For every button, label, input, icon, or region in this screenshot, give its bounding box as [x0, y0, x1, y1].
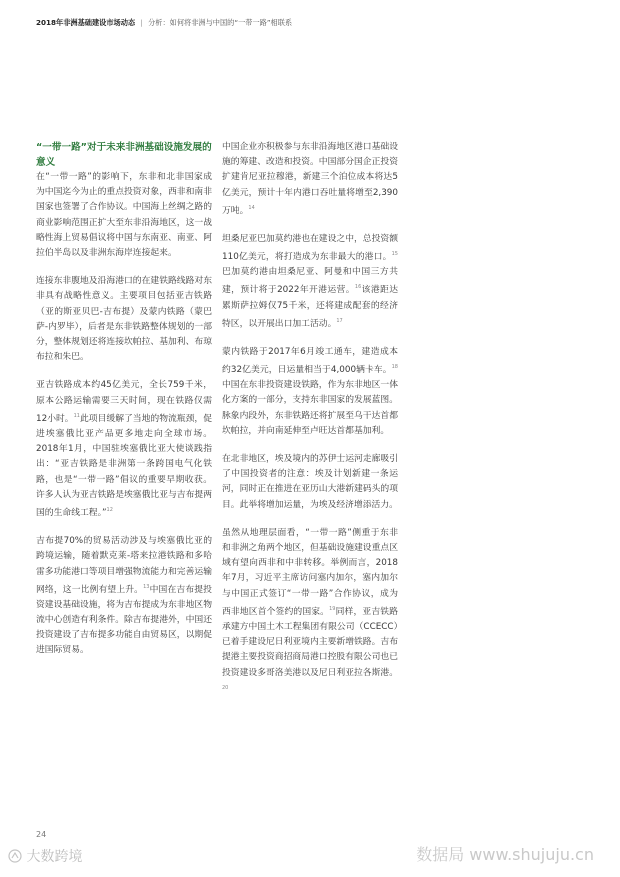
watermark-logo-icon: [8, 849, 22, 863]
paragraph: 吉布提70%的贸易活动涉及与埃塞俄比亚的跨境运输，随着默克莱-塔来拉港铁路和多哈雷多功能港口等项目增强物流能力和完善运输网络，这一比例有望上升。$^{13}$中国在吉布提投资建设基础设施，将为吉布提成为东非地区物流中心创造有利条件。除吉布提港外，中国还投资建设了吉布提多功能自由贸易区，以期促进国际贸易。: [36, 536, 212, 656]
section-title: “一带一路”对于未来非洲基础设施发展的意义: [36, 142, 212, 168]
watermark-right: 数据局 www.shujuju.cn: [416, 845, 594, 864]
footnote-marker: 12: [106, 506, 113, 513]
paragraph: 在北非地区，埃及境内的苏伊士运河走廊吸引了中国投资者的注意：埃及计划新建一条运河，同时正在推进在亚历山大港新建码头的项目。此举将增加运量，为埃及经济增添活力。: [222, 454, 398, 510]
footnote-marker: 15: [391, 251, 398, 258]
running-header: [36, 18, 600, 28]
paragraph: 在“一带一路”的影响下，东非和北非国家成为中国迄今为止的重点投资对象，西非和南非国家也签署了合作协议。中国海上丝绸之路的商业影响范围正扩大至东非沿海地区，这一战略性海上贸易倡议将中国与东南亚、南亚、阿拉伯半岛以及非洲东海岸连接起来。: [36, 172, 212, 259]
page-number: 24: [36, 830, 47, 839]
right-column: [222, 140, 398, 712]
footnote-marker: 20: [222, 684, 229, 691]
left-column: [36, 140, 212, 672]
paragraph: 坦桑尼亚巴加莫约港也在建设之中，总投资额110亿美元，将打造成为东非最大的港口。$^{15}$巴加莫约港由坦桑尼亚、阿曼和中国三方共建，预计将于2022年开港运营。$^{16}$该港距达累斯萨拉姆仅75千米，还将建成配套的经济特区，以开展出口加工活动。$^{17}$: [222, 233, 398, 329]
footnote-marker: 17: [336, 317, 343, 324]
section-label: 分析：如何将非洲与中国的“一带一路”相联系: [148, 18, 293, 27]
header-separator: |: [140, 18, 143, 27]
footnote-marker: 11: [73, 412, 80, 419]
paragraph: 虽然从地理层面看，“一带一路”侧重于东非和非洲之角两个地区，但基础设施建设重点区域有望向西非和中非转移。举例而言，2018年7月，习近平主席访问塞内加尔，塞内加尔与中国正式签订“一带一路”合作协议，成为西非地区首个签约的国家。$^{19}$同样，亚吉铁路承建方中国土木工程集团有限公司（CCECC）已着手建设尼日利亚境内主要新增铁路。吉布提港主要投资商招商局港口控股有限公司也已投资建设多哥洛美港以及尼日利亚拉各斯港。$^{20}$: [222, 527, 398, 691]
footnote-marker: 14: [248, 204, 255, 211]
footnote-marker: 13: [143, 583, 150, 590]
paragraph: 亚吉铁路成本约45亿美元，全长759千米，原本公路运输需要三天时间，现在铁路仅需12小时。$^{11}$此项目缓解了当地的物流瓶颈，促进埃塞俄比亚产品更多地走向全球市场。2018年1月，中国驻埃塞俄比亚大使谈践指出：“亚吉铁路是非洲第一条跨国电气化铁路，也是“一带一路”倡议的重要早期收获。许多人认为亚吉铁路是埃塞俄比亚与吉布提两国的生命线工程。”$^{12}$: [36, 380, 212, 518]
footnote-marker: 16: [354, 284, 362, 291]
paragraph: 连接东非腹地及沿海港口的在建铁路线路对东非具有战略性意义。主要项目包括亚吉铁路（亚的斯亚贝巴-吉布提）及蒙内铁路（蒙巴萨-内罗毕），后者是东非铁路整体规划的一部分，整体规划还将连接坎帕拉、基加利、布琼布拉和朱巴。: [36, 276, 212, 363]
watermark-left: 大数跨境: [8, 846, 82, 866]
paragraph: 蒙内铁路于2017年6月竣工通车，建造成本约32亿美元，日运量相当于4,000辆卡车。$^{18}$中国在东非投资建设铁路，作为东非地区一体化方案的一部分，支持东非国家的发展蓝图。脉象内段外，东非铁路还将扩展至乌干达首都坎帕拉，并向南延伸至卢旺达首都基加利。: [222, 346, 398, 436]
report-title: 2018年非洲基础建设市场动态: [36, 18, 136, 27]
paragraph: 中国企业亦积极参与东非沿海地区港口基础设施的筹建、改造和投资。中国部分国企正投资扩建肯尼亚拉穆港，新建三个泊位成本将达5亿美元，预计十年内港口吞吐量将增至2,390万吨。$^{14}$: [222, 142, 398, 216]
footnote-marker: 19: [329, 605, 336, 612]
footnote-marker: 18: [391, 364, 398, 371]
